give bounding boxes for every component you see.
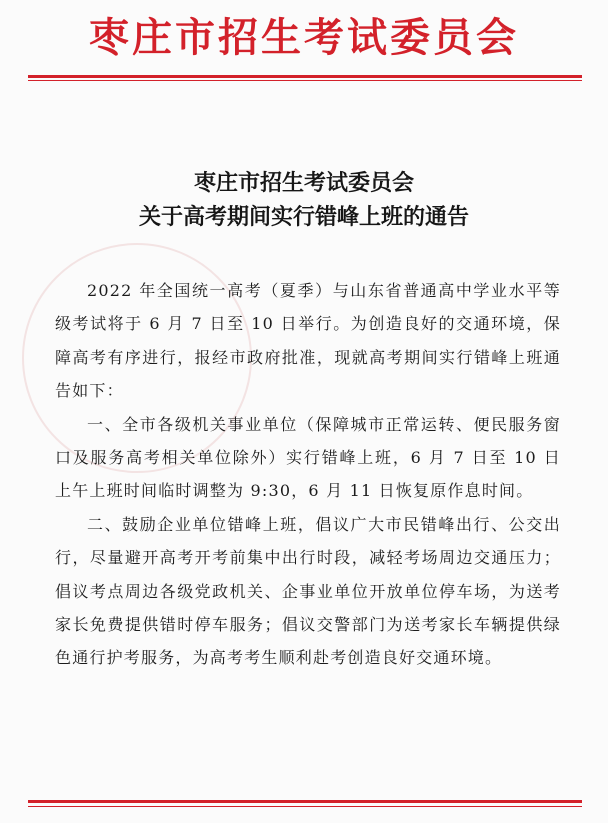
masthead-title: 枣庄市招生考试委员会	[89, 15, 519, 61]
paragraph-intro: 2022 年全国统一高考（夏季）与山东省普通高中学业水平等级考试将于 6 月 7 日至 10 日举行。为创造良好的交通环境，保障高考有序进行，报经市政府批准，现就高考期间实行错峰上班通告如下：	[55, 281, 561, 401]
notice-title-line-1: 枣庄市招生考试委员会	[193, 171, 414, 196]
paragraph-item-1: 一、全市各级机关事业单位（保障城市正常运转、便民服务窗口及服务高考相关单位除外）实行错峰上班，6 月 7 日至 10 日上午上班时间临时调整为 9:30，6 月 11 日恢复原作息时间。	[55, 414, 561, 501]
header-red-rule	[28, 75, 582, 78]
notice-body	[55, 274, 561, 675]
header-red-rule-thin	[28, 80, 582, 81]
footer-red-rule	[28, 800, 582, 803]
footer-red-rule-thin	[28, 806, 582, 807]
paragraph-item-2: 二、鼓励企业单位错峰上班，倡议广大市民错峰出行、公交出行，尽量避开高考开考前集中出行时段，减轻考场周边交通压力；倡议考点周边各级党政机关、企事业单位开放单位停车场，为送考家长免费提供错时停车服务；倡议交警部门为送考家长车辆提供绿色通行护考服务，为高考考生顺利赴考创造良好交通环境。	[55, 514, 561, 668]
notice-title-line-2: 关于高考期间实行错峰上班的通告	[138, 205, 469, 230]
